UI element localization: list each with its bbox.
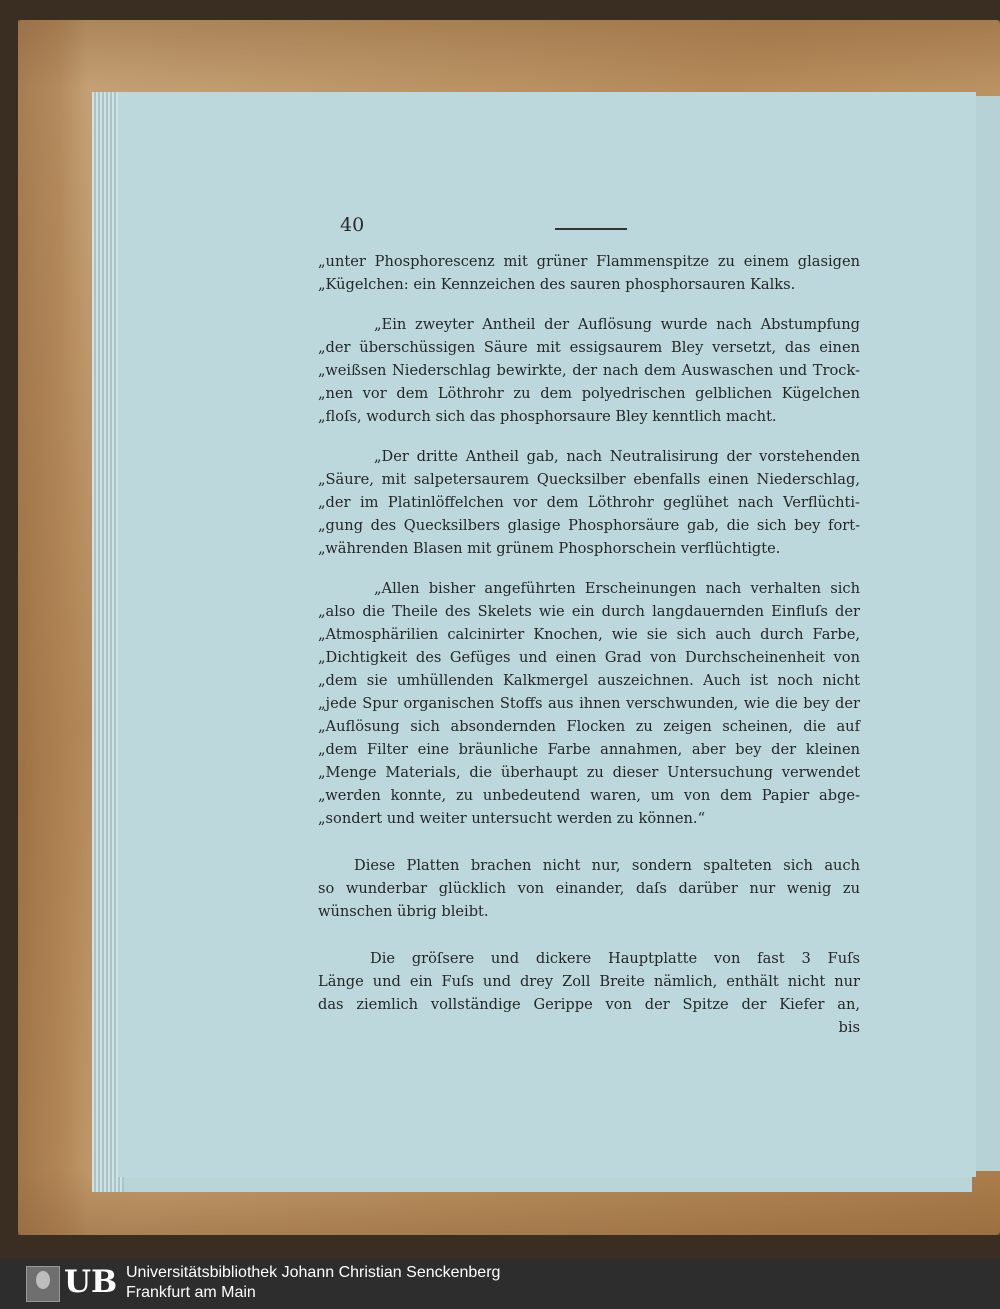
page-text [318,250,860,1056]
text-line: Länge und ein Fuſs und drey Zoll Breite nämlich, enthält nicht nur [318,973,860,990]
paragraph-6 [318,947,860,1039]
text-line: „sondert und weiter untersucht werden zu können.“ [318,810,706,827]
header-rule [555,228,627,230]
text-line: „währenden Blasen mit grünem Phosphorschein verflüchtigte. [318,540,781,557]
text-line: „Menge Materials, die überhaupt zu dieser Untersuchung verwendet [318,764,860,781]
text-line: „werden konnte, zu unbedeutend waren, um von dem Papier abge- [318,787,860,804]
text-line: das ziemlich vollständige Gerippe von der Spitze der Kiefer an, [318,996,860,1013]
text-line: „floſs, wodurch sich das phosphorsaure Bley kenntlich macht. [318,408,777,425]
text-line: „der im Platinlöffelchen vor dem Löthrohr geglühet nach Verflüchti- [318,494,860,511]
text-line: „Atmosphärilien calcinirter Knochen, wie sie sich auch durch Farbe, [318,626,860,643]
text-line: „Auflösung sich absondernden Flocken zu zeigen scheinen, die auf [318,718,860,735]
board-top-shadow [18,20,1000,90]
text-line: „Allen bisher angeführten Erscheinungen nach verhalten sich [374,580,860,597]
text-line: „Kügelchen: ein Kennzeichen des sauren phosphorsauren Kalks. [318,276,796,293]
text-line: „dem sie umhüllenden Kalkmergel auszeichnen. Auch ist noch nicht [318,672,860,689]
paragraph-3 [318,445,860,560]
paragraph-2 [318,313,860,428]
text-line: „Säure, mit salpetersaurem Quecksilber ebenfalls einen Niederschlag, [318,471,860,488]
text-line: „der überschüssigen Säure mit essigsaurem Bley versetzt, das einen [318,339,860,356]
text-line: „dem Filter eine bräunliche Farbe annahmen, aber bey der kleinen [318,741,860,758]
portrait-icon [26,1266,60,1302]
text-line: „Der dritte Antheil gab, nach Neutralisirung der vorstehenden [374,448,860,465]
text-line: „Dichtigkeit des Gefüges und einen Grad von Durchscheinenheit von [318,649,860,666]
paragraph-5 [318,854,860,923]
catchword: bis [838,1019,860,1036]
text-line: Diese Platten brachen nicht nur, sondern spalteten sich auch [354,857,860,874]
library-name: Universitätsbibliothek Johann Christian Senckenberg [126,1264,501,1281]
text-line: „Ein zweyter Antheil der Auflösung wurde nach Abstumpfung [374,316,860,333]
page-number: 40 [340,214,365,236]
text-line: „nen vor dem Löthrohr zu dem polyedrischen gelblichen Kügelchen [318,385,860,402]
paragraph-1 [318,250,860,296]
library-city: Frankfurt am Main [126,1284,256,1301]
board-edge-shadow [18,20,88,1235]
text-line: „weißsen Niederschlag bewirkte, der nach dem Auswaschen und Trock- [318,362,860,379]
text-line: „gung des Quecksilbers glasige Phosphorsäure gab, die sich bey fort- [318,517,860,534]
text-line: Die gröſsere und dickere Hauptplatte von fast 3 Fuſs [370,950,860,967]
library-logo[interactable] [26,1264,118,1302]
text-line: so wunderbar glücklich von einander, daſs darüber nur wenig zu [318,880,860,897]
text-line: wünschen übrig bleibt. [318,903,489,920]
text-line: „jede Spur organischen Stoffs aus ihnen verschwunden, wie die bey der [318,695,860,712]
logo-text: UB [64,1264,118,1300]
text-line: „also die Theile des Skelets wie ein durch langdauernden Einfluſs der [318,603,860,620]
text-line: „unter Phosphorescenz mit grüner Flammenspitze zu einem glasigen [318,253,860,270]
paragraph-4 [318,577,860,830]
